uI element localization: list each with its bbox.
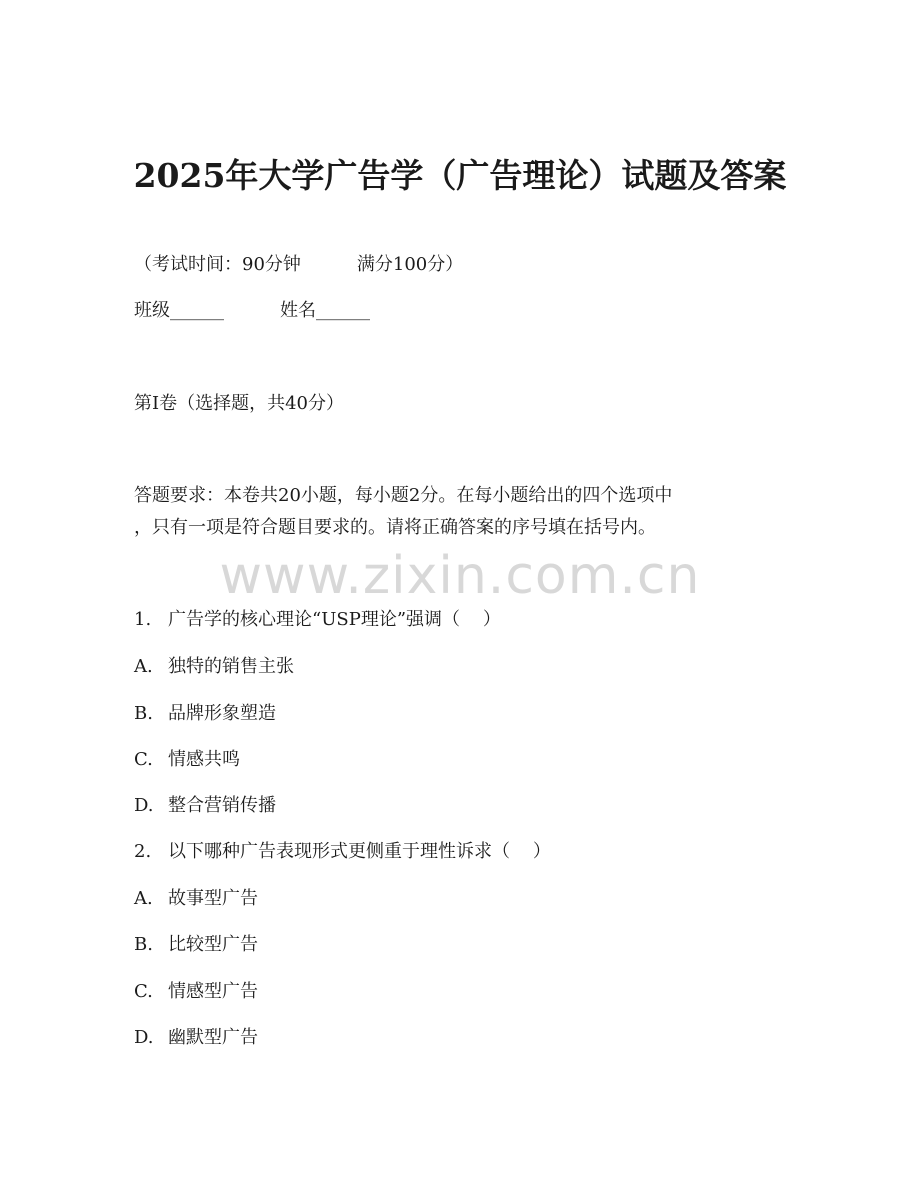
option-letter: C. bbox=[134, 981, 153, 1002]
option-text: 情感共鸣 bbox=[168, 749, 240, 770]
requirements-line-2: ，只有一项是符合题目要求的。请将正确答案的序号填在括号内。 bbox=[134, 517, 656, 538]
option-text: 独特的销售主张 bbox=[168, 656, 294, 677]
option-text: 品牌形象塑造 bbox=[168, 703, 276, 724]
question-1 bbox=[134, 608, 501, 632]
option-letter: D. bbox=[134, 1027, 154, 1048]
document-title: 2025年大学广告学（广告理论）试题及答案 bbox=[133, 156, 787, 195]
exam-info bbox=[134, 253, 463, 277]
option-letter: D. bbox=[134, 795, 154, 816]
exam-full-score: 满分100分） bbox=[356, 254, 464, 275]
option-text: 整合营销传播 bbox=[168, 795, 276, 816]
option-2-b bbox=[134, 933, 258, 957]
name-field: 姓名______ bbox=[280, 300, 370, 321]
option-text: 故事型广告 bbox=[168, 888, 258, 909]
watermark: www.zixin.com.cn bbox=[219, 546, 701, 606]
option-letter: B. bbox=[134, 934, 153, 955]
option-2-d bbox=[134, 1026, 258, 1050]
exam-time: （考试时间：90分钟 bbox=[134, 254, 301, 275]
section-title: 第I卷（选择题，共40分） bbox=[134, 393, 345, 414]
option-1-a bbox=[134, 655, 294, 679]
question-number: 2. bbox=[134, 841, 152, 862]
option-letter: B. bbox=[134, 703, 153, 724]
question-number: 1. bbox=[134, 609, 152, 630]
student-info bbox=[134, 299, 370, 323]
option-letter: A. bbox=[134, 656, 153, 677]
option-1-b bbox=[134, 702, 276, 726]
requirements-line-1: 答题要求：本卷共20小题，每小题2分。在每小题给出的四个选项中 bbox=[134, 485, 673, 506]
question-text: 以下哪种广告表现形式更侧重于理性诉求（ ） bbox=[168, 841, 551, 862]
option-text: 比较型广告 bbox=[168, 934, 258, 955]
option-1-c bbox=[134, 748, 240, 772]
option-1-d bbox=[134, 794, 276, 818]
option-text: 情感型广告 bbox=[168, 981, 258, 1002]
option-2-c bbox=[134, 980, 258, 1004]
class-field: 班级______ bbox=[134, 300, 224, 321]
option-letter: A. bbox=[134, 888, 153, 909]
option-letter: C. bbox=[134, 749, 153, 770]
question-text: 广告学的核心理论“USP理论”强调（ ） bbox=[168, 609, 501, 630]
question-2 bbox=[134, 840, 551, 864]
option-2-a bbox=[134, 887, 258, 911]
option-text: 幽默型广告 bbox=[168, 1027, 258, 1048]
